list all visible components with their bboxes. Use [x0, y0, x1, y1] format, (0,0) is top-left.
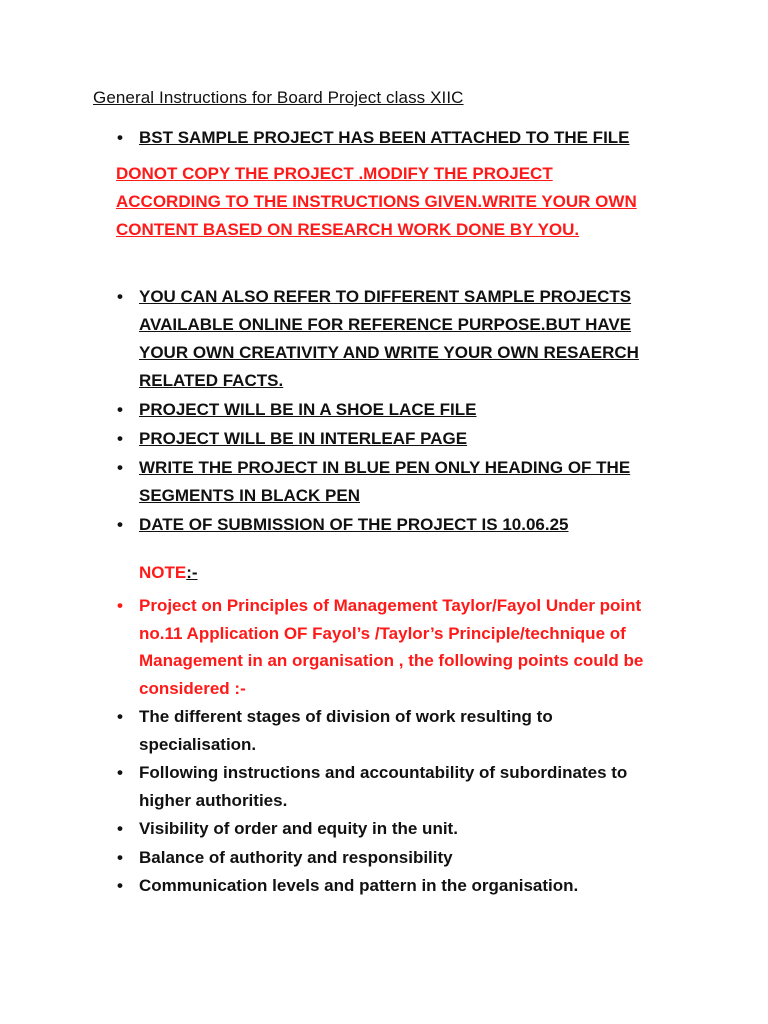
- list-item: PROJECT WILL BE IN A SHOE LACE FILE: [139, 400, 477, 419]
- note-label: NOTE: [139, 563, 187, 582]
- list-item: Communication levels and pattern in the organisation.: [139, 876, 579, 895]
- note-list: [117, 592, 669, 702]
- list-item: The different stages of division of work resulting to specialisation.: [139, 707, 553, 754]
- instruction-list: [117, 283, 684, 539]
- bullet-icon: •: [117, 847, 123, 867]
- bullet-icon: •: [117, 458, 123, 477]
- bullet-icon: •: [117, 128, 123, 147]
- bullet-icon: •: [117, 876, 123, 895]
- bullet-icon: •: [117, 429, 123, 448]
- first-instruction: [117, 124, 699, 152]
- bullet-icon: •: [117, 400, 123, 419]
- list-item: PROJECT WILL BE IN INTERLEAF PAGE: [139, 429, 468, 448]
- list-item: Balance of authority and responsibility: [139, 847, 453, 867]
- bullet-icon: •: [117, 287, 123, 306]
- list-item: WRITE THE PROJECT IN BLUE PEN ONLY HEADING OF THE SEGMENTS IN BLACK PEN: [139, 458, 631, 505]
- note-item: Project on Principles of Management Taylor/Fayol Under point no.11 Application OF Fayol’s /Taylor’s Principle/technique of Management in an organisation , the following points could be considered :-: [139, 596, 644, 698]
- note-heading: [139, 563, 198, 583]
- list-item: YOU CAN ALSO REFER TO DIFFERENT SAMPLE PROJECTS AVAILABLE ONLINE FOR REFERENCE PURPOSE.BUT HAVE YOUR OWN CREATIVITY AND WRITE YOUR OWN RESAERCH RELATED FACTS.: [139, 287, 639, 390]
- list-item: Visibility of order and equity in the unit.: [139, 819, 458, 838]
- warning-paragraph: DONOT COPY THE PROJECT .MODIFY THE PROJECT ACCORDING TO THE INSTRUCTIONS GIVEN.WRITE YOUR OWN CONTENT BASED ON RESEARCH WORK DONE BY YOU.: [116, 164, 637, 239]
- list-item: DATE OF SUBMISSION OF THE PROJECT IS 10.06.25: [139, 515, 569, 534]
- bullet-icon: •: [117, 819, 123, 838]
- bullet-icon: •: [117, 763, 123, 782]
- list-item: Following instructions and accountability of subordinates to higher authorities.: [139, 763, 628, 810]
- document-title: General Instructions for Board Project class XIIC: [93, 88, 464, 107]
- points-list: [117, 703, 659, 900]
- bullet-icon: •: [117, 515, 123, 534]
- list-item: BST SAMPLE PROJECT HAS BEEN ATTACHED TO THE FILE: [139, 128, 630, 147]
- bullet-icon: •: [117, 707, 123, 726]
- bullet-icon: •: [117, 596, 123, 615]
- note-suffix: :-: [186, 563, 198, 582]
